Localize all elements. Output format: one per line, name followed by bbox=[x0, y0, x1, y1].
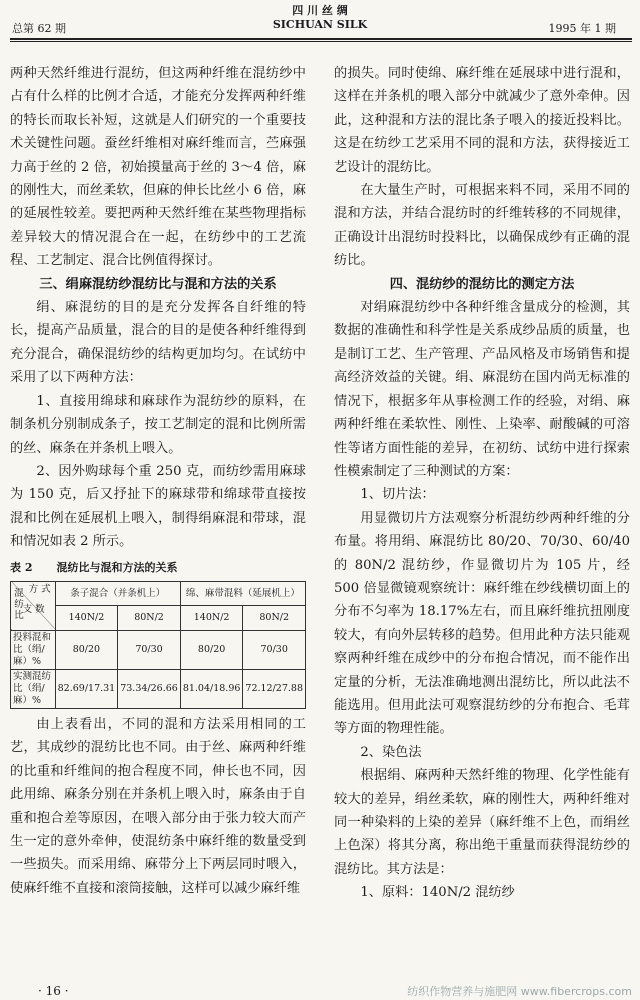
running-header bbox=[0, 0, 640, 42]
section-heading: 四、混纺纱的混纺比的测定方法 bbox=[389, 276, 575, 292]
paragraph: 在大量生产时，可根据来料不同，采用不同的混和方法，并结合混纺时的纤维转移的不同规律，正确设计出混纺时投料比，以确保成纱有正确的混纺比。 bbox=[334, 183, 630, 269]
paragraph: 用显微切片方法观察分析混纺纱两种纤维的分布量。将用绢、麻混纺比 80/20、70/30、60/40 的 80N/2 混纺纱，作显微切片为 105 片，经 500 倍显微镜观察统计：麻纤维在纱线横切面上的分布不匀率为 18.17%左右，而且麻纤维抗扭刚度较大，有向外层转移的趋势。但用此种方法只能观察两种纤维在成纱中的分布抱合情况，而不能作出定量的分析，无法准确地测出混纺比，所以此法不能选用。但用此法可观察混纺纱的分布抱合、毛茸等方面的物理性能。 bbox=[334, 510, 630, 737]
header-rule bbox=[10, 38, 632, 40]
paragraph: 2、因外购球每个重 250 克，而纺纱需用麻球为 150 克，后又抒扯下的麻球带和绵球带直接按混和比例在延展机上喂入，制得绢麻混和带球，混和情况如表 2 所示。 bbox=[10, 463, 306, 550]
table-cell: 72.12/27.88 bbox=[243, 669, 306, 708]
issue-number: 总第 62 期 bbox=[12, 22, 66, 35]
watermark: 纺织作物营养与施肥网 www.fibercrops.com bbox=[407, 985, 632, 998]
paragraph: 1、原料：140N/2 混纺纱 bbox=[360, 885, 515, 901]
subheading: 2、染色法 bbox=[360, 744, 422, 760]
paragraph: 1、直接用绵球和麻球作为混纺纱的原料，在制条机分别制成条子，按工艺制定的混和比例所需的丝、麻条在并条机上喂入。 bbox=[10, 393, 306, 456]
table-label: 表 2 bbox=[10, 560, 33, 574]
table-count-cell: 80N/2 bbox=[118, 606, 181, 631]
paragraph: 对绢麻混纺纱中各种纤维含量成分的检测，其数据的准确性和科学性是关系成纱品质的质量，也是制订工艺、生产管理、产品风格及市场销售和提高经济效益的关键。绢、麻混纺在国内尚无标准的情况下，根据多年从事检测工作的经验，对绢、麻两种纤维在柔软性、刚性、上染率、耐酸碱的可溶性等诸方面性能的差异，在初纺、试纺中进行探索性模索制定了三种测试的方案： bbox=[334, 300, 630, 479]
table-group-header: 条子混合（并条机上） bbox=[55, 581, 180, 606]
left-column bbox=[10, 62, 306, 900]
issue-date: 1995 年 1 期 bbox=[548, 22, 616, 35]
mix-ratio-table bbox=[10, 581, 306, 709]
table-cell: 70/30 bbox=[118, 630, 181, 669]
table-group-header: 绵、麻带混料（延展机上） bbox=[180, 581, 305, 606]
section-heading: 三、绢麻混纺纱混纺比与混和方法的关系 bbox=[39, 276, 277, 292]
paragraph: 根据绢、麻两种天然纤维的物理、化学性能有较大的差异，绢丝柔软，麻的刚性大，两种纤维对同一种染料的上染的差异（麻纤维不上色，而绢丝上色深）将其分离，称出绝干重量而获得混纺纱的混纺比。其方法是： bbox=[334, 768, 630, 877]
right-column bbox=[334, 62, 630, 905]
journal-title-cn: 四 川 丝 绸 bbox=[292, 4, 348, 17]
paragraph: 的损失。同时使绵、麻纤维在延展球中进行混和，这样在并条机的喂入部分中就减少了意外牵伸。因此，这种混和方法的混比条子喂入的接近投料比。这是在纺纱工艺采用不同的混和方法，获得接近工艺设计的混纺比。 bbox=[334, 66, 630, 175]
table-caption bbox=[10, 556, 306, 579]
header-rule-thin bbox=[10, 41, 632, 42]
journal-title-en: SICHUAN SILK bbox=[272, 18, 368, 31]
table-row-label: 投料混和比（绢/麻）% bbox=[11, 630, 56, 669]
paragraph: 两种天然纤维进行混纺，但这两种纤维在混纺纱中占有什么样的比例才合适，才能充分发挥两种纤维的特长而取长补短，这就是人们研究的一个重要技术关键性问题。蚕丝纤维相对麻纤维而言，苎麻强力高于丝的 2 倍，初始摸量高于丝的 3～4 倍，麻的刚性大，而丝柔软，但麻的伸长比丝小 6 倍，麻的延展性较差。要把两种天然纤维在某些物理指标差异较大的情况混合在一起，在纺纱中的工艺流程、工艺制定、混合比例值得探讨。 bbox=[10, 66, 306, 269]
table-cell: 80/20 bbox=[55, 630, 118, 669]
table-title: 混纺比与混和方法的关系 bbox=[56, 560, 178, 574]
paragraph: 绢、麻混纺的目的是充分发挥各自纤维的特长，提高产品质量，混合的目的是使各种纤维得到充分混合，确保混纺纱的结构更加均匀。在试纺中采用了以下两种方法： bbox=[10, 300, 306, 386]
table-cell: 70/30 bbox=[243, 630, 306, 669]
table-count-cell: 80N/2 bbox=[243, 606, 306, 631]
subheading: 1、切片法： bbox=[360, 487, 435, 503]
table-cell: 82.69/17.31 bbox=[55, 669, 118, 708]
page-number: · 16 · bbox=[38, 984, 69, 998]
paragraph: 由上表看出，不同的混和方法采用相同的工艺，其成纱的混纺比也不同。由于丝、麻两种纤维的比重和纤维间的抱合程度不同，伸长也不同，因此用绵、麻条分别在并条机上喂入时，麻条由于自重和抱合差等原因，在喂入部分由于张力较大而产生一定的意外牵伸，使混纺条中麻纤维的数量受到一些损失。而采用绵、麻带分上下两层同时喂入，使麻纤维不直接和滚筒接触，这样可以减少麻纤维 bbox=[10, 716, 306, 896]
journal-title bbox=[0, 4, 640, 32]
corner-count-label: 支 数 bbox=[22, 603, 45, 615]
table-count-cell: 140N/2 bbox=[55, 606, 118, 631]
corner-mix-label: 混纺比 bbox=[14, 587, 24, 621]
table-count-cell: 140N/2 bbox=[180, 606, 243, 631]
corner-method-label: 方 式 bbox=[28, 583, 51, 595]
table-cell: 81.04/18.96 bbox=[180, 669, 243, 708]
table-corner-header bbox=[11, 581, 56, 630]
table-cell: 80/20 bbox=[180, 630, 243, 669]
table-row-label: 实测混纺比（绢/麻）% bbox=[11, 669, 56, 708]
table-cell: 73.34/26.66 bbox=[118, 669, 181, 708]
